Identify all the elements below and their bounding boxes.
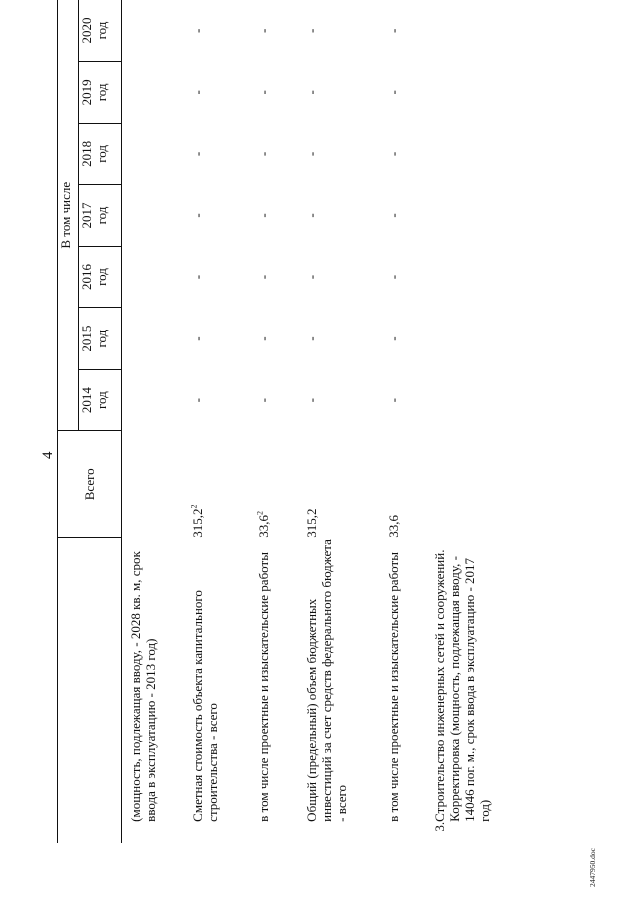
row-value-2016: - xyxy=(189,274,205,280)
row-description: Строительство инженерных сетей и сооружений. Корректировка (мощность, подлежащая вводу, - 14046 пог. м., срок ввода в эксплуатацию - 2017 год) xyxy=(431,549,492,822)
row-value-2017: - xyxy=(303,213,319,218)
year-header-2014: 2014 год xyxy=(79,369,122,431)
table-row xyxy=(122,0,190,843)
budget-table xyxy=(57,0,512,843)
footer-filename: 2447950.doc xyxy=(588,848,597,887)
year-header-2020: 2020 год xyxy=(79,0,122,62)
row-total: 315,2$^2$ xyxy=(189,504,205,538)
row-description: в том числе проектные и изыскательские работы xyxy=(255,552,271,822)
row-value-2016: - xyxy=(255,274,271,280)
row-value-2014: - xyxy=(255,397,271,403)
row-number xyxy=(304,822,386,843)
row-value-2016: - xyxy=(303,274,319,280)
row-value-2017 xyxy=(122,185,190,247)
row-value-2018: - xyxy=(255,151,271,157)
including-header: В том числе xyxy=(58,0,79,431)
row-total: 33,6$^2$ xyxy=(255,510,271,538)
row-value-2017: - xyxy=(255,213,271,218)
row-value-2020: - xyxy=(189,28,205,33)
row-value-2020: - xyxy=(255,28,271,33)
row-value-2015: - xyxy=(255,336,271,341)
row-value-2015: - xyxy=(303,336,319,341)
row-value-2017: - xyxy=(189,213,205,218)
year-header-2017: 2017 год xyxy=(79,185,122,247)
row-value-2018 xyxy=(432,123,512,185)
row-value-2020 xyxy=(432,0,512,62)
row-value-2015 xyxy=(432,308,512,370)
row-value-2019: - xyxy=(255,90,271,95)
desc-header-cell xyxy=(58,538,122,843)
table-row xyxy=(190,0,256,843)
row-value-2018: - xyxy=(303,151,319,157)
row-value-2019: - xyxy=(385,90,401,95)
total-header-cell xyxy=(58,431,122,538)
row-description: Общий (предельный) объем бюджетных инвестиций за счет средств федерального бюджета - всего xyxy=(303,539,349,822)
year-header-2018: 2018 год xyxy=(79,123,122,185)
row-value-2019: - xyxy=(303,90,319,95)
row-value-2015: - xyxy=(189,336,205,341)
row-value-2020: - xyxy=(385,28,401,33)
year-header-2015: 2015 год xyxy=(79,308,122,370)
table-row xyxy=(256,0,304,843)
page-number: 4 xyxy=(40,451,56,459)
row-number xyxy=(256,822,304,843)
row-value-2015: - xyxy=(385,336,401,341)
row-number xyxy=(122,822,190,843)
row-value-2019 xyxy=(432,62,512,124)
row-value-2018 xyxy=(122,123,190,185)
row-value-2018: - xyxy=(189,151,205,157)
row-value-2019 xyxy=(122,62,190,124)
row-description: (мощность, подлежащая вводу, - 2028 кв. м, срок ввода в эксплуатацию - 2013 год) xyxy=(128,551,158,822)
row-value-2017 xyxy=(432,185,512,247)
row-value-2014: - xyxy=(189,397,205,403)
table-row xyxy=(386,0,432,843)
row-total xyxy=(432,431,512,538)
row-number: 3. xyxy=(431,821,447,832)
row-value-2014 xyxy=(122,369,190,431)
table-row xyxy=(432,0,512,843)
row-value-2016 xyxy=(432,246,512,308)
row-value-2014: - xyxy=(303,397,319,403)
row-value-2016 xyxy=(122,246,190,308)
row-total: 33,6 xyxy=(385,514,401,538)
row-description: в том числе проектные и изыскательские работы xyxy=(385,552,401,822)
row-description: Сметная стоимость объекта капитального строительства - всего xyxy=(189,590,220,822)
row-value-2020: - xyxy=(303,28,319,33)
row-value-2020 xyxy=(122,0,190,62)
row-value-2016: - xyxy=(385,274,401,280)
total-header: Всего xyxy=(81,468,97,501)
row-number xyxy=(386,822,432,843)
header-row-1 xyxy=(58,0,79,843)
row-value-2018: - xyxy=(385,151,401,157)
row-total xyxy=(122,431,190,538)
row-number xyxy=(190,822,256,843)
row-value-2017: - xyxy=(385,213,401,218)
row-total: 315,2 xyxy=(303,508,319,538)
row-value-2019: - xyxy=(189,90,205,95)
year-header-2016: 2016 год xyxy=(79,246,122,308)
year-header-2019: 2019 год xyxy=(79,62,122,124)
row-value-2015 xyxy=(122,308,190,370)
table-row xyxy=(304,0,386,843)
row-value-2014 xyxy=(432,369,512,431)
row-value-2014: - xyxy=(385,397,401,403)
